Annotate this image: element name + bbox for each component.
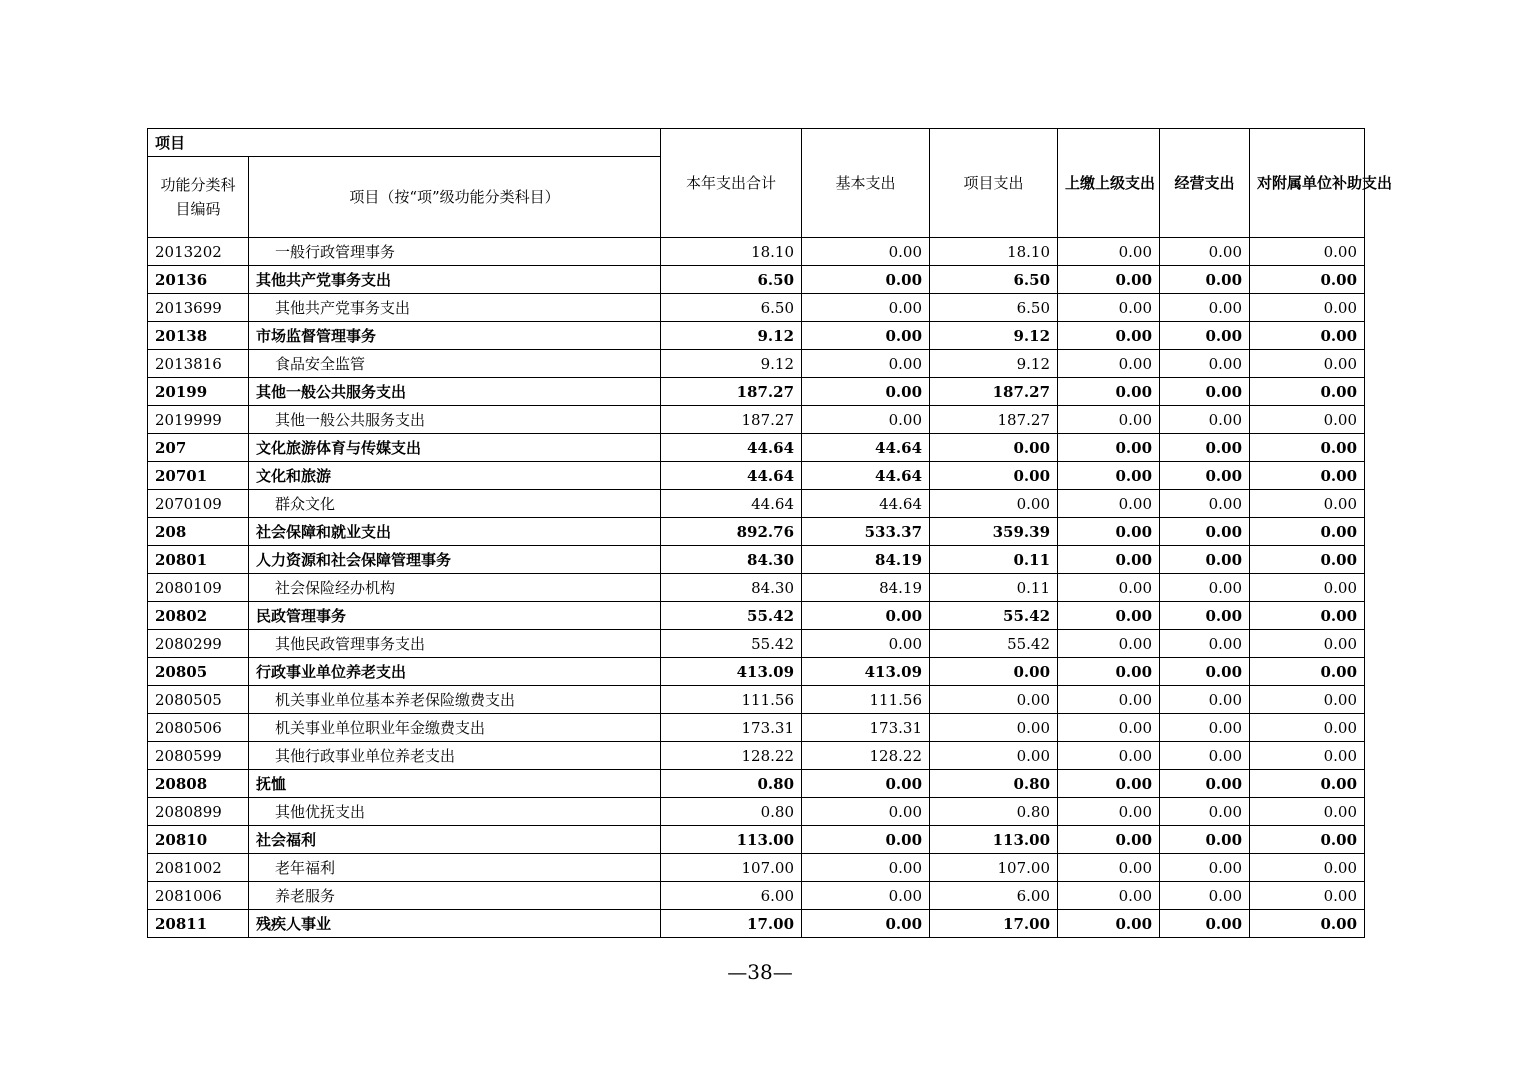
row-code: 20199 (148, 378, 249, 406)
row-value: 0.00 (1160, 770, 1250, 798)
row-code: 20811 (148, 910, 249, 938)
table-row (148, 882, 1365, 910)
row-value: 55.42 (930, 602, 1058, 630)
row-value: 359.39 (930, 518, 1058, 546)
row-value: 0.00 (1250, 546, 1365, 574)
row-value: 107.00 (661, 854, 802, 882)
row-code: 2080599 (148, 742, 249, 770)
row-value: 55.42 (661, 630, 802, 658)
row-name: 社会保险经办机构 (249, 574, 661, 602)
row-value: 0.00 (930, 742, 1058, 770)
row-value: 0.00 (1160, 406, 1250, 434)
row-value: 0.00 (1160, 490, 1250, 518)
row-value: 0.00 (1160, 238, 1250, 266)
row-value: 0.00 (802, 294, 930, 322)
row-value: 0.00 (930, 490, 1058, 518)
row-name: 老年福利 (249, 854, 661, 882)
row-value: 0.00 (1160, 854, 1250, 882)
row-value: 0.00 (1160, 434, 1250, 462)
row-value: 6.50 (930, 266, 1058, 294)
row-value: 0.00 (802, 378, 930, 406)
row-value: 0.00 (1250, 518, 1365, 546)
row-value: 113.00 (930, 826, 1058, 854)
page-number: —38— (727, 960, 793, 984)
row-value: 0.00 (1058, 798, 1160, 826)
row-value: 0.00 (1058, 742, 1160, 770)
row-value: 44.64 (802, 434, 930, 462)
row-value: 0.80 (930, 798, 1058, 826)
row-value: 18.10 (661, 238, 802, 266)
row-value: 84.30 (661, 546, 802, 574)
row-value: 0.00 (930, 714, 1058, 742)
row-value: 0.00 (1058, 350, 1160, 378)
table-row (148, 658, 1365, 686)
row-name: 机关事业单位职业年金缴费支出 (249, 714, 661, 742)
row-name: 其他优抚支出 (249, 798, 661, 826)
row-value: 6.00 (661, 882, 802, 910)
table-row (148, 686, 1365, 714)
row-value: 0.00 (1250, 434, 1365, 462)
row-value: 0.00 (1250, 350, 1365, 378)
row-value: 0.00 (1160, 658, 1250, 686)
row-value: 0.80 (661, 770, 802, 798)
row-value: 0.00 (1160, 882, 1250, 910)
header-code: 功能分类科目编码 (148, 157, 249, 238)
row-code: 2080505 (148, 686, 249, 714)
table-body (148, 238, 1365, 938)
row-value: 128.22 (802, 742, 930, 770)
row-value: 6.00 (930, 882, 1058, 910)
row-value: 0.00 (802, 798, 930, 826)
row-value: 9.12 (930, 350, 1058, 378)
row-value: 44.64 (661, 462, 802, 490)
header-project: 项目 (148, 129, 661, 157)
row-name: 机关事业单位基本养老保险缴费支出 (249, 686, 661, 714)
row-value: 0.00 (1058, 518, 1160, 546)
row-value: 17.00 (661, 910, 802, 938)
row-code: 2070109 (148, 490, 249, 518)
table-row (148, 378, 1365, 406)
row-code: 207 (148, 434, 249, 462)
table-row (148, 350, 1365, 378)
row-name: 文化旅游体育与传媒支出 (249, 434, 661, 462)
header-basic: 基本支出 (802, 129, 930, 238)
row-value: 413.09 (661, 658, 802, 686)
row-name: 行政事业单位养老支出 (249, 658, 661, 686)
row-value: 0.00 (1058, 434, 1160, 462)
header-total: 本年支出合计 (661, 129, 802, 238)
row-value: 533.37 (802, 518, 930, 546)
row-name: 抚恤 (249, 770, 661, 798)
row-value: 0.00 (802, 826, 930, 854)
row-value: 0.00 (1058, 462, 1160, 490)
table-row (148, 854, 1365, 882)
row-value: 0.00 (1160, 798, 1250, 826)
row-code: 2080109 (148, 574, 249, 602)
row-value: 0.00 (802, 350, 930, 378)
row-value: 0.00 (1058, 770, 1160, 798)
row-value: 9.12 (661, 322, 802, 350)
row-value: 0.00 (802, 630, 930, 658)
row-code: 20801 (148, 546, 249, 574)
row-value: 0.00 (1160, 686, 1250, 714)
row-value: 0.00 (1250, 266, 1365, 294)
row-value: 0.00 (1058, 602, 1160, 630)
row-value: 0.00 (1250, 406, 1365, 434)
row-value: 0.00 (1058, 910, 1160, 938)
row-name: 残疾人事业 (249, 910, 661, 938)
row-value: 0.00 (802, 602, 930, 630)
row-code: 2013202 (148, 238, 249, 266)
table-row (148, 266, 1365, 294)
row-value: 0.00 (1250, 462, 1365, 490)
row-value: 55.42 (930, 630, 1058, 658)
table-row (148, 910, 1365, 938)
row-name: 其他共产党事务支出 (249, 294, 661, 322)
row-value: 0.00 (802, 770, 930, 798)
table-row (148, 490, 1365, 518)
row-name: 其他民政管理事务支出 (249, 630, 661, 658)
row-code: 20138 (148, 322, 249, 350)
row-name: 其他行政事业单位养老支出 (249, 742, 661, 770)
row-code: 2080506 (148, 714, 249, 742)
row-value: 0.00 (802, 910, 930, 938)
row-code: 2081006 (148, 882, 249, 910)
table-row (148, 406, 1365, 434)
row-value: 44.64 (802, 490, 930, 518)
row-value: 0.11 (930, 546, 1058, 574)
table-row (148, 322, 1365, 350)
row-value: 0.00 (1058, 826, 1160, 854)
row-value: 0.00 (1058, 238, 1160, 266)
row-value: 128.22 (661, 742, 802, 770)
table-row (148, 462, 1365, 490)
row-value: 0.00 (1058, 882, 1160, 910)
row-value: 0.00 (1160, 294, 1250, 322)
row-value: 9.12 (930, 322, 1058, 350)
table-row (148, 518, 1365, 546)
row-value: 0.00 (1058, 294, 1160, 322)
row-value: 0.00 (802, 854, 930, 882)
table-row (148, 798, 1365, 826)
table-row (148, 546, 1365, 574)
row-value: 0.00 (802, 322, 930, 350)
row-value: 0.00 (802, 882, 930, 910)
row-value: 0.00 (1058, 378, 1160, 406)
row-value: 0.00 (1160, 518, 1250, 546)
table-row (148, 742, 1365, 770)
row-value: 0.00 (1250, 714, 1365, 742)
row-value: 187.27 (930, 378, 1058, 406)
row-value: 0.00 (1250, 882, 1365, 910)
row-value: 0.00 (802, 238, 930, 266)
row-value: 0.00 (1250, 770, 1365, 798)
row-value: 44.64 (802, 462, 930, 490)
row-value: 0.00 (1058, 406, 1160, 434)
row-code: 20810 (148, 826, 249, 854)
row-value: 0.00 (802, 406, 930, 434)
row-value: 6.50 (661, 294, 802, 322)
row-code: 20701 (148, 462, 249, 490)
row-value: 187.27 (661, 406, 802, 434)
table-row (148, 294, 1365, 322)
row-value: 0.00 (930, 658, 1058, 686)
row-value: 0.00 (1250, 854, 1365, 882)
row-name: 一般行政管理事务 (249, 238, 661, 266)
table-row (148, 630, 1365, 658)
row-value: 0.00 (1160, 910, 1250, 938)
row-value: 0.00 (1058, 658, 1160, 686)
row-value: 0.00 (1160, 742, 1250, 770)
row-code: 20808 (148, 770, 249, 798)
row-code: 2013699 (148, 294, 249, 322)
row-value: 0.00 (1250, 490, 1365, 518)
header-project-expense: 项目支出 (930, 129, 1058, 238)
row-value: 0.00 (1160, 266, 1250, 294)
row-value: 18.10 (930, 238, 1058, 266)
row-value: 44.64 (661, 434, 802, 462)
row-name: 文化和旅游 (249, 462, 661, 490)
row-value: 0.00 (930, 686, 1058, 714)
row-value: 0.00 (1160, 546, 1250, 574)
row-value: 0.00 (1250, 602, 1365, 630)
table-row (148, 434, 1365, 462)
row-value: 187.27 (930, 406, 1058, 434)
row-value: 0.00 (1250, 630, 1365, 658)
row-value: 6.50 (661, 266, 802, 294)
row-value: 892.76 (661, 518, 802, 546)
row-value: 0.00 (1250, 742, 1365, 770)
row-code: 208 (148, 518, 249, 546)
row-value: 0.00 (1058, 546, 1160, 574)
row-value: 0.00 (1160, 322, 1250, 350)
row-name: 其他共产党事务支出 (249, 266, 661, 294)
row-value: 0.80 (661, 798, 802, 826)
row-name: 社会保障和就业支出 (249, 518, 661, 546)
table-row (148, 770, 1365, 798)
row-value: 0.00 (1250, 798, 1365, 826)
row-value: 0.00 (1160, 602, 1250, 630)
row-value: 84.30 (661, 574, 802, 602)
row-value: 173.31 (802, 714, 930, 742)
table-header (148, 129, 1393, 238)
table-row (148, 574, 1365, 602)
row-value: 0.00 (1250, 378, 1365, 406)
row-value: 0.00 (1250, 686, 1365, 714)
row-value: 0.00 (1160, 574, 1250, 602)
row-value: 0.00 (930, 434, 1058, 462)
row-value: 0.00 (930, 462, 1058, 490)
row-code: 20802 (148, 602, 249, 630)
row-value: 0.11 (930, 574, 1058, 602)
header-name: 项目（按“项”级功能分类科目） (249, 157, 661, 238)
row-value: 111.56 (802, 686, 930, 714)
row-value: 84.19 (802, 574, 930, 602)
row-value: 0.00 (1250, 294, 1365, 322)
row-value: 111.56 (661, 686, 802, 714)
row-value: 0.00 (1250, 322, 1365, 350)
row-value: 0.00 (1058, 630, 1160, 658)
row-value: 0.00 (1250, 658, 1365, 686)
row-code: 2019999 (148, 406, 249, 434)
row-value: 0.00 (1250, 574, 1365, 602)
row-value: 84.19 (802, 546, 930, 574)
row-value: 0.00 (802, 266, 930, 294)
row-value: 413.09 (802, 658, 930, 686)
row-value: 9.12 (661, 350, 802, 378)
row-value: 0.00 (1160, 462, 1250, 490)
row-value: 55.42 (661, 602, 802, 630)
row-name: 其他一般公共服务支出 (249, 406, 661, 434)
row-value: 0.00 (1250, 238, 1365, 266)
row-value: 0.00 (1058, 854, 1160, 882)
row-name: 民政管理事务 (249, 602, 661, 630)
row-value: 0.00 (1058, 266, 1160, 294)
row-value: 6.50 (930, 294, 1058, 322)
row-value: 44.64 (661, 490, 802, 518)
row-value: 0.00 (1160, 350, 1250, 378)
row-value: 0.00 (1058, 714, 1160, 742)
row-value: 187.27 (661, 378, 802, 406)
row-code: 20805 (148, 658, 249, 686)
row-name: 人力资源和社会保障管理事务 (249, 546, 661, 574)
row-value: 0.00 (1250, 910, 1365, 938)
row-value: 0.00 (1160, 630, 1250, 658)
row-name: 养老服务 (249, 882, 661, 910)
header-subsidy: 对附属单位补助支出 (1250, 129, 1365, 238)
row-code: 2013816 (148, 350, 249, 378)
table-row (148, 238, 1365, 266)
table-row (148, 602, 1365, 630)
row-code: 20136 (148, 266, 249, 294)
header-operating: 经营支出 (1160, 129, 1250, 238)
row-value: 0.00 (1058, 322, 1160, 350)
row-value: 0.00 (1160, 826, 1250, 854)
row-value: 0.00 (1160, 378, 1250, 406)
header-remit-upper: 上缴上级支出 (1058, 129, 1160, 238)
row-value: 0.00 (1250, 826, 1365, 854)
row-value: 0.00 (1058, 574, 1160, 602)
expenditure-table (147, 128, 1393, 938)
row-value: 0.00 (1058, 686, 1160, 714)
row-value: 113.00 (661, 826, 802, 854)
row-value: 17.00 (930, 910, 1058, 938)
row-code: 2080899 (148, 798, 249, 826)
row-name: 其他一般公共服务支出 (249, 378, 661, 406)
row-code: 2081002 (148, 854, 249, 882)
row-value: 0.00 (1058, 490, 1160, 518)
row-name: 市场监督管理事务 (249, 322, 661, 350)
row-name: 食品安全监管 (249, 350, 661, 378)
row-name: 社会福利 (249, 826, 661, 854)
table-row (148, 826, 1365, 854)
table-row (148, 714, 1365, 742)
row-value: 107.00 (930, 854, 1058, 882)
row-name: 群众文化 (249, 490, 661, 518)
row-code: 2080299 (148, 630, 249, 658)
row-value: 0.00 (1160, 714, 1250, 742)
row-value: 173.31 (661, 714, 802, 742)
row-value: 0.80 (930, 770, 1058, 798)
